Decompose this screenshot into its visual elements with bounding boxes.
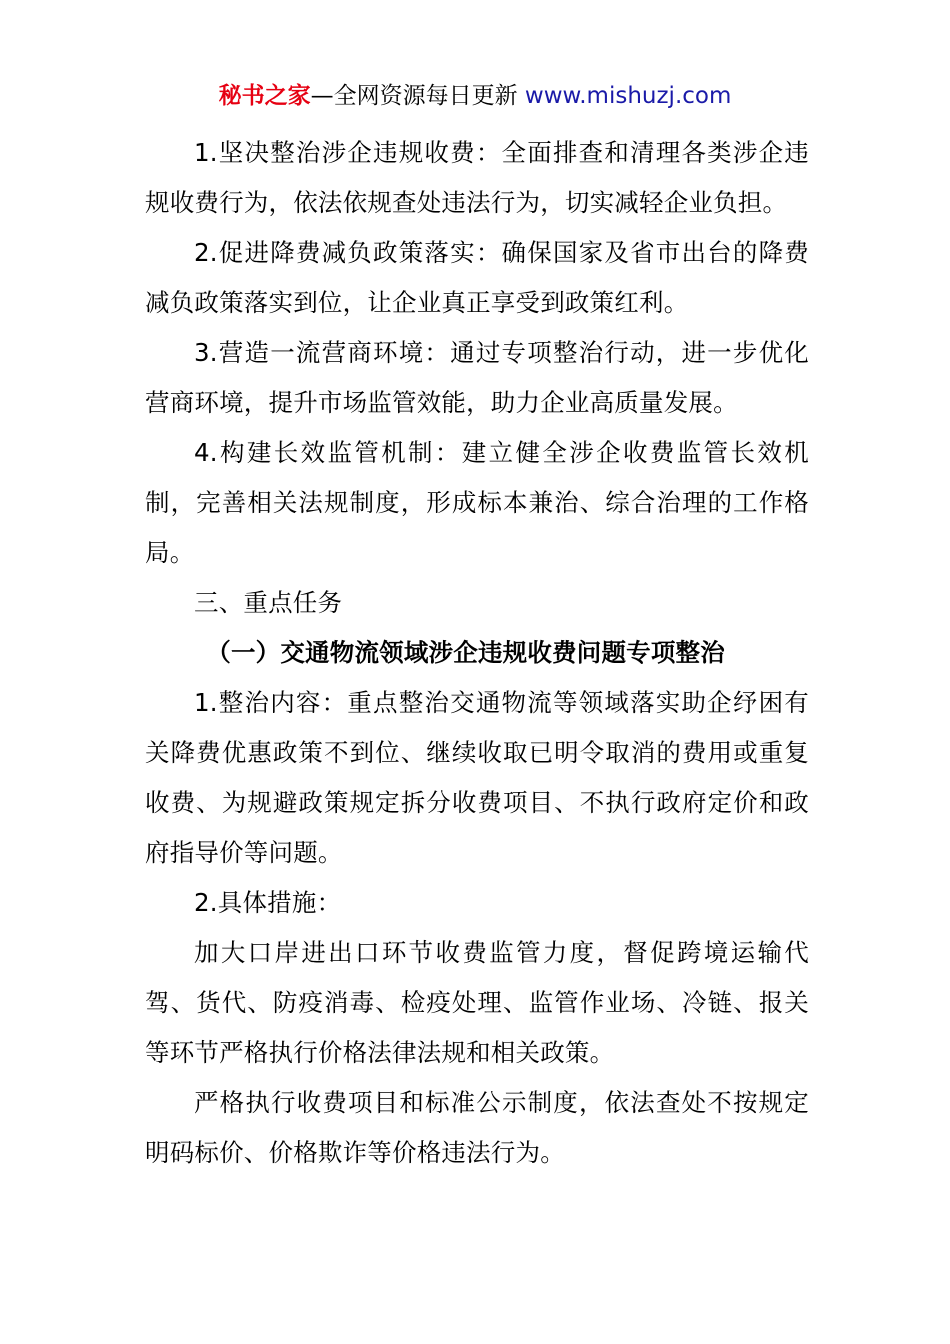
goal-item-2: 2.促进降费减负政策落实：确保国家及省市出台的降费减负政策落实到位，让企业真正享受到政策红利。 xyxy=(145,238,809,317)
measures-heading: 2.具体措施： xyxy=(194,888,342,917)
site-header xyxy=(0,80,950,112)
subsection-heading: （一）交通物流领域涉企违规收费问题专项整治 xyxy=(206,638,725,667)
goal-item-4: 4.构建长效监管机制：建立健全涉企收费监管长效机制，完善相关法规制度，形成标本兼治、综合治理的工作格局。 xyxy=(145,438,809,567)
section-heading: 三、重点任务 xyxy=(194,588,343,617)
rectification-content: 1.整治内容：重点整治交通物流等领域落实助企纾困有关降费优惠政策不到位、继续收取已明令取消的费用或重复收费、为规避政策规定拆分收费项目、不执行政府定价和政府指导价等问题。 xyxy=(145,688,809,867)
site-brand: 秘书之家 xyxy=(218,83,311,109)
goal-item-1: 1.坚决整治涉企违规收费：全面排查和清理各类涉企违规收费行为，依法依规查处违法行为，切实减轻企业负担。 xyxy=(145,138,809,217)
site-slogan: —全网资源每日更新 xyxy=(310,83,518,109)
site-url-link[interactable]: www.mishuzj.com xyxy=(524,83,732,109)
goal-item-3: 3.营造一流营商环境：通过专项整治行动，进一步优化营商环境，提升市场监管效能，助力企业高质量发展。 xyxy=(145,338,809,417)
measure-paragraph-1: 加大口岸进出口环节收费监管力度，督促跨境运输代驾、货代、防疫消毒、检疫处理、监管作业场、冷链、报关等环节严格执行价格法律法规和相关政策。 xyxy=(145,938,809,1067)
measure-paragraph-2: 严格执行收费项目和标准公示制度，依法查处不按规定明码标价、价格欺诈等价格违法行为。 xyxy=(145,1088,809,1167)
document-body xyxy=(145,128,809,1178)
